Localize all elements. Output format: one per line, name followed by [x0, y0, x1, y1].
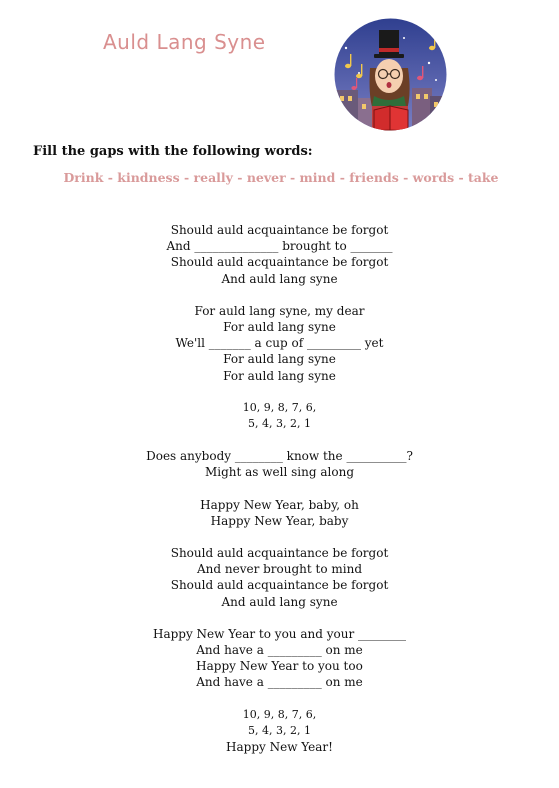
lyric-line: Happy New Year!	[226, 740, 333, 755]
stanza-6	[0, 626, 559, 691]
lyric-line: And never brought to mind	[196, 562, 363, 577]
lyric-line: Happy New Year to you too	[196, 659, 363, 674]
page-title: Auld Lang Syne	[103, 30, 266, 54]
stanza-1	[0, 222, 559, 287]
countdown-line: 5, 4, 3, 2, 1	[248, 723, 311, 737]
singing-girl-winter-icon	[334, 18, 447, 131]
lyric-line: For auld lang syne, my dear	[194, 303, 365, 318]
lyric-line: And auld lang syne	[221, 271, 338, 286]
lyric-line: Happy New Year, baby	[210, 513, 349, 528]
lyric-line: For auld lang syne	[223, 320, 336, 335]
instructions-heading: Fill the gaps with the following words:	[33, 144, 313, 159]
countdown-line: 10, 9, 8, 7, 6,	[242, 400, 317, 414]
countdown-line: 5, 4, 3, 2, 1	[248, 417, 311, 431]
stanza-4	[0, 497, 559, 529]
stanza-2	[0, 303, 559, 384]
lyric-line: Might as well sing along	[204, 465, 354, 480]
lyric-line-with-gap[interactable]: And have a _________ on me	[196, 675, 363, 690]
lyrics	[0, 222, 559, 771]
lyric-line: Should auld acquaintance be forgot	[170, 546, 389, 561]
lyric-line-with-gap[interactable]: And ______________ brought to _______	[166, 239, 393, 254]
lyric-line: For auld lang syne	[223, 368, 336, 383]
lyric-line-with-gap[interactable]: Happy New Year to you and your ________	[152, 626, 407, 641]
word-bank: Drink - kindness - really - never - mind - friends - words - take	[63, 170, 499, 185]
lyric-line: And auld lang syne	[221, 594, 338, 609]
lyric-line-with-gap[interactable]: And have a _________ on me	[196, 643, 363, 658]
countdown-line: 10, 9, 8, 7, 6,	[242, 707, 317, 721]
lyric-line-with-gap[interactable]: Does anybody ________ know the __________?	[146, 449, 413, 464]
lyric-line: Happy New Year, baby, oh	[200, 497, 359, 512]
stanza-3	[0, 448, 559, 480]
lyric-line: Should auld acquaintance be forgot	[170, 223, 389, 237]
stanza-5	[0, 545, 559, 610]
lyric-line: Should auld acquaintance be forgot	[170, 255, 389, 270]
lyric-line: For auld lang syne	[223, 352, 336, 367]
lyric-line: Should auld acquaintance be forgot	[170, 578, 389, 593]
countdown-2	[0, 707, 559, 756]
lyric-line-with-gap[interactable]: We'll _______ a cup of _________ yet	[175, 336, 384, 351]
countdown-1	[0, 400, 559, 432]
